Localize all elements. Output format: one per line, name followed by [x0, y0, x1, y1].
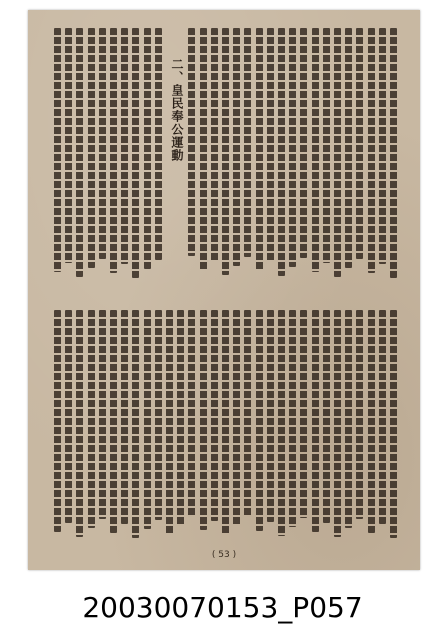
text-column: [300, 28, 307, 258]
text-column: [211, 310, 218, 521]
text-column: [334, 28, 341, 277]
text-column: [323, 310, 330, 523]
text-column: [356, 28, 363, 259]
text-column: [188, 310, 195, 516]
text-column: [300, 310, 307, 518]
text-column: [379, 310, 386, 524]
text-column: [54, 28, 61, 272]
text-column: [256, 28, 263, 271]
text-column: [99, 310, 106, 519]
text-column: [110, 310, 117, 533]
text-column: [289, 310, 296, 527]
text-column: [267, 310, 274, 522]
text-column: [278, 28, 285, 276]
text-column: [144, 28, 151, 269]
text-column: [88, 28, 95, 268]
text-column: [99, 28, 106, 259]
text-column: [88, 310, 95, 528]
text-column: [368, 310, 375, 533]
text-column: [244, 28, 251, 257]
text-column: [144, 310, 151, 529]
text-column: [110, 28, 117, 273]
text-column: [200, 28, 207, 270]
text-column: [233, 28, 240, 266]
text-column: [177, 310, 184, 525]
text-column: [132, 28, 139, 278]
text-column: [65, 310, 72, 523]
text-column: [132, 310, 139, 538]
text-column: [356, 310, 363, 519]
text-column: [76, 310, 83, 537]
text-column: [222, 28, 229, 275]
text-column: [334, 310, 341, 537]
text-column: [390, 28, 397, 278]
text-column: [188, 28, 195, 256]
section-heading: 二、皇民奉公運動: [170, 58, 184, 162]
text-column: [121, 28, 128, 264]
text-column: [54, 310, 61, 532]
text-column: [256, 310, 263, 531]
text-column: [312, 28, 319, 272]
text-column: [155, 28, 162, 260]
text-column: [233, 310, 240, 526]
text-column: [323, 28, 330, 263]
text-column: [368, 28, 375, 273]
text-column: [345, 28, 352, 268]
text-column: [222, 310, 229, 535]
document-page: [28, 10, 420, 570]
text-column: [65, 28, 72, 263]
text-column: [155, 310, 162, 520]
text-column: [76, 28, 83, 277]
text-column: [267, 28, 274, 262]
text-column: [390, 310, 397, 538]
page-number: ( 53 ): [211, 550, 237, 560]
text-column: [200, 310, 207, 530]
text-column: [278, 310, 285, 536]
text-column: [289, 28, 296, 267]
text-column: [244, 310, 251, 517]
text-column: [121, 310, 128, 524]
text-column: [166, 310, 173, 534]
text-column: [379, 28, 386, 264]
text-column: [312, 310, 319, 532]
image-caption: 20030070153_P057: [82, 591, 363, 624]
text-column: [345, 310, 352, 528]
text-column: [211, 28, 218, 261]
